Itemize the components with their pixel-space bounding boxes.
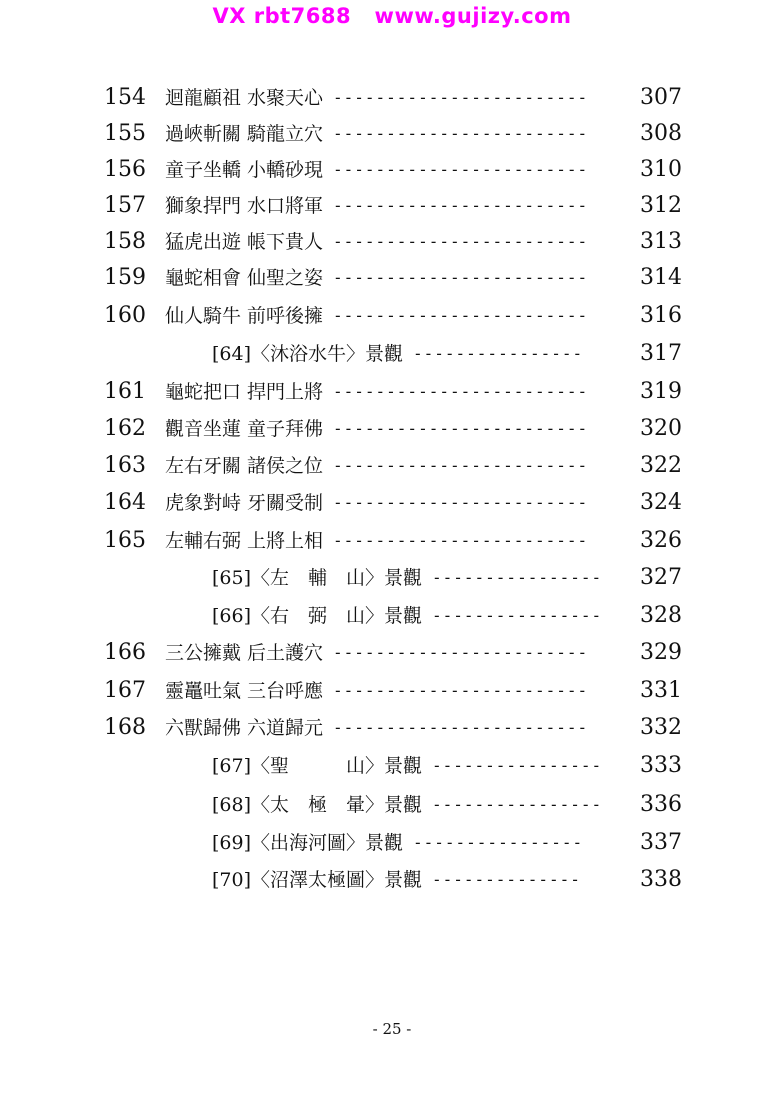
entry-number: 157 — [104, 193, 146, 218]
entry-title: [67]〈聖 山〉景觀 — [212, 755, 423, 777]
entry-page-number: 332 — [640, 715, 682, 740]
dot-leader: ---------------- — [413, 344, 584, 363]
toc-entry — [0, 224, 784, 260]
dot-leader: ------------------------ — [333, 382, 589, 401]
entry-title: 三公擁戴 后土護穴 — [165, 642, 324, 664]
entry-title: 獅象捍門 水口將軍 — [165, 195, 324, 217]
entry-page-number: 324 — [640, 490, 682, 515]
entry-number: 166 — [104, 640, 146, 665]
entry-number: 159 — [104, 265, 146, 290]
entry-title: 靈鼉吐氣 三台呼應 — [165, 680, 324, 702]
dot-leader: ------------------------ — [333, 160, 589, 179]
entry-title: 童子坐轎 小轎砂現 — [165, 159, 324, 181]
dot-leader: ---------------- — [432, 795, 603, 814]
entry-title: 猛虎出遊 帳下貴人 — [165, 231, 324, 253]
entry-page-number: 314 — [640, 265, 682, 290]
dot-leader: ---------------- — [432, 756, 603, 775]
entry-title: 左右牙關 諸侯之位 — [165, 455, 324, 477]
dot-leader: ------------------------ — [333, 456, 589, 475]
toc-entry — [0, 298, 784, 334]
entry-title: 迴龍顧祖 水聚天心 — [165, 87, 324, 109]
dot-leader: ------------------------ — [333, 88, 589, 107]
toc-entry — [0, 80, 784, 116]
entry-page-number: 307 — [640, 85, 682, 110]
dot-leader: -------------- — [432, 870, 581, 889]
entry-number: 161 — [104, 379, 146, 404]
dot-leader: ------------------------ — [333, 196, 589, 215]
entry-page-number: 317 — [640, 341, 682, 366]
dot-leader: ---------------- — [432, 606, 603, 625]
entry-page-number: 326 — [640, 528, 682, 553]
dot-leader: ---------------- — [432, 568, 603, 587]
entry-page-number: 322 — [640, 453, 682, 478]
toc-entry — [0, 635, 784, 671]
entry-page-number: 313 — [640, 229, 682, 254]
toc-entry — [0, 673, 784, 709]
dot-leader: ------------------------ — [333, 268, 589, 287]
watermark-text: VX rbt7688 www.gujizy.com — [212, 4, 572, 28]
toc-entry — [0, 188, 784, 224]
dot-leader: ------------------------ — [333, 124, 589, 143]
entry-number: 154 — [104, 85, 146, 110]
toc-entry — [0, 710, 784, 746]
entry-number: 164 — [104, 490, 146, 515]
entry-title: 龜蛇相會 仙聖之姿 — [165, 267, 324, 289]
entry-number: 160 — [104, 303, 146, 328]
entry-number: 168 — [104, 715, 146, 740]
toc-subentry — [0, 787, 784, 823]
dot-leader: ------------------------ — [333, 681, 589, 700]
dot-leader: ------------------------ — [333, 718, 589, 737]
entry-page-number: 336 — [640, 792, 682, 817]
entry-title: 左輔右弼 上將上相 — [165, 530, 324, 552]
entry-title: 龜蛇把口 捍門上將 — [165, 381, 324, 403]
entry-title: [65]〈左 輔 山〉景觀 — [212, 567, 423, 589]
toc-subentry — [0, 825, 784, 861]
entry-title: 過峽斬關 騎龍立穴 — [165, 123, 324, 145]
entry-title: [70]〈沼澤太極圖〉景觀 — [212, 869, 423, 891]
toc-subentry — [0, 598, 784, 634]
entry-page-number: 312 — [640, 193, 682, 218]
entry-number: 163 — [104, 453, 146, 478]
dot-leader: ------------------------ — [333, 531, 589, 550]
entry-title: 虎象對峙 牙關受制 — [165, 492, 324, 514]
entry-number: 155 — [104, 121, 146, 146]
entry-title: [68]〈太 極 暈〉景觀 — [212, 794, 423, 816]
entry-page-number: 333 — [640, 753, 682, 778]
toc-subentry — [0, 560, 784, 596]
entry-page-number: 310 — [640, 157, 682, 182]
entry-page-number: 327 — [640, 565, 682, 590]
toc-subentry — [0, 336, 784, 372]
entry-page-number: 338 — [640, 867, 682, 892]
toc-entry — [0, 411, 784, 447]
entry-title: 觀音坐蓮 童子拜佛 — [165, 418, 324, 440]
toc-subentry — [0, 862, 784, 898]
entry-number: 156 — [104, 157, 146, 182]
entry-title: 仙人騎牛 前呼後擁 — [165, 305, 324, 327]
toc-entry — [0, 374, 784, 410]
dot-leader: ------------------------ — [333, 419, 589, 438]
entry-page-number: 328 — [640, 603, 682, 628]
entry-page-number: 329 — [640, 640, 682, 665]
dot-leader: ------------------------ — [333, 306, 589, 325]
toc-entry — [0, 485, 784, 521]
entry-page-number: 320 — [640, 416, 682, 441]
entry-title: 六獸歸佛 六道歸元 — [165, 717, 324, 739]
dot-leader: ------------------------ — [333, 232, 589, 251]
entry-page-number: 337 — [640, 830, 682, 855]
dot-leader: ------------------------ — [333, 493, 589, 512]
toc-entry — [0, 152, 784, 188]
toc-entry — [0, 260, 784, 296]
entry-number: 165 — [104, 528, 146, 553]
entry-number: 167 — [104, 678, 146, 703]
entry-title: [64]〈沐浴水牛〉景觀 — [212, 343, 404, 365]
entry-number: 162 — [104, 416, 146, 441]
dot-leader: ---------------- — [413, 833, 584, 852]
entry-page-number: 319 — [640, 379, 682, 404]
toc-subentry — [0, 748, 784, 784]
toc-entry — [0, 448, 784, 484]
entry-page-number: 316 — [640, 303, 682, 328]
page-number: - 25 - — [372, 1020, 412, 1038]
entry-title: [66]〈右 弼 山〉景觀 — [212, 605, 423, 627]
entry-number: 158 — [104, 229, 146, 254]
toc-entry — [0, 523, 784, 559]
entry-title: [69]〈出海河圖〉景觀 — [212, 832, 404, 854]
toc-entry — [0, 116, 784, 152]
entry-page-number: 308 — [640, 121, 682, 146]
dot-leader: ------------------------ — [333, 643, 589, 662]
entry-page-number: 331 — [640, 678, 682, 703]
